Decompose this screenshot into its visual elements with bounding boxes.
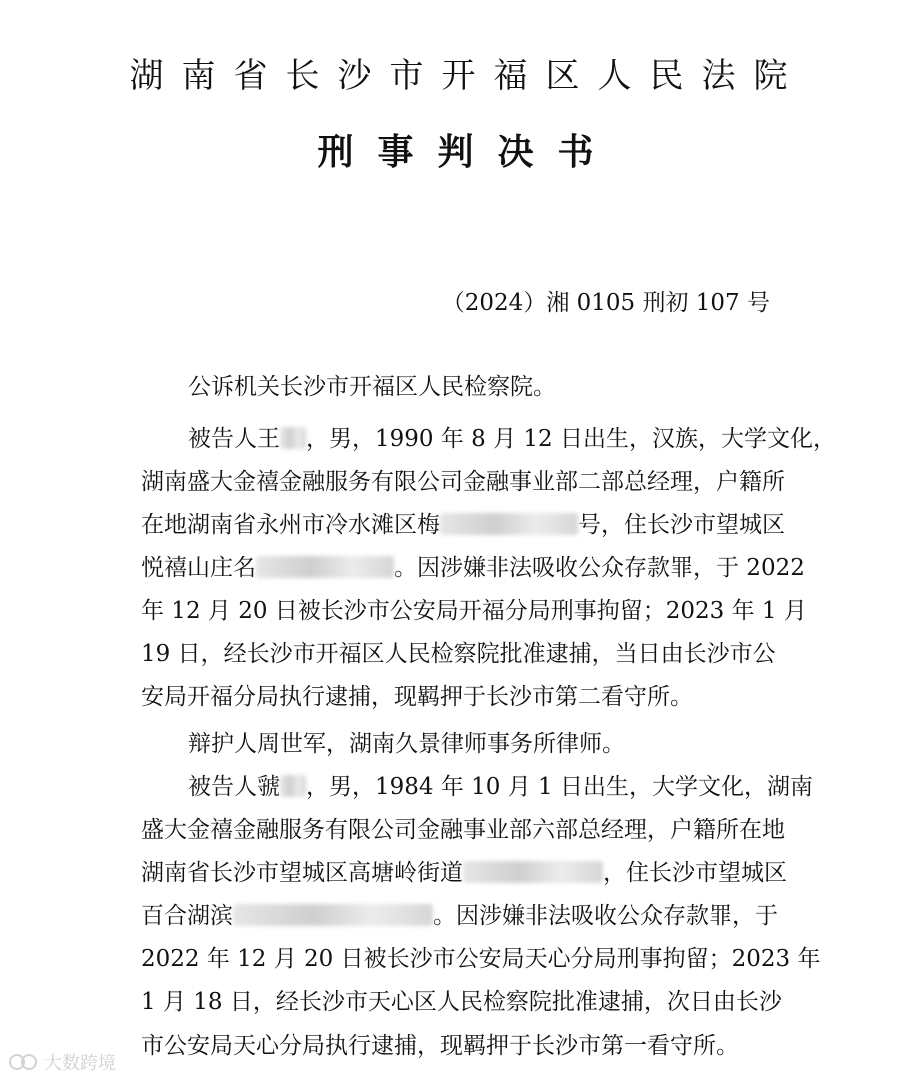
watermark — [8, 1049, 116, 1075]
redacted-text — [463, 861, 603, 883]
brand-logo-icon — [8, 1051, 38, 1073]
body-line: 悦禧山庄名 。因涉嫌非法吸收公众存款罪，于 2022 — [141, 555, 805, 581]
body-line: 公诉机关长沙市开福区人民检察院。 — [188, 374, 556, 400]
body-line: 百合湖滨 。因涉嫌非法吸收公众存款罪，于 — [141, 903, 778, 929]
body-line: 辩护人周世军，湖南久景律师事务所律师。 — [188, 731, 625, 757]
case-number: （2024）湘 0105 刑初 107 号 — [441, 290, 770, 316]
body-line: 被告人虢 ，男，1984 年 10 月 1 日出生，大学文化，湖南 — [188, 774, 813, 800]
redacted-text — [440, 513, 578, 535]
body-line: 湖南盛大金禧金融服务有限公司金融事业部二部总经理，户籍所 — [141, 469, 785, 495]
body-line: 湖南省长沙市望城区高塘岭街道 ，住长沙市望城区 — [141, 860, 787, 886]
body-line: 1 月 18 日，经长沙市天心区人民检察院批准逮捕，次日由长沙 — [141, 989, 782, 1015]
body-line: 盛大金禧金融服务有限公司金融事业部六部总经理，户籍所在地 — [141, 817, 785, 843]
body-line: 2022 年 12 月 20 日被长沙市公安局天心分局刑事拘留；2023 年 — [141, 946, 821, 972]
body-line: 被告人王 ，男，1990 年 8 月 12 日出生，汉族，大学文化， — [188, 426, 836, 452]
redacted-text — [233, 904, 433, 926]
body-line: 安局开福分局执行逮捕，现羁押于长沙市第二看守所。 — [141, 684, 693, 710]
body-line: 市公安局天心分局执行逮捕，现羁押于长沙市第一看守所。 — [141, 1033, 739, 1059]
body-line: 在地湖南省永州市冷水滩区梅 号，住长沙市望城区 — [141, 512, 785, 538]
body-line: 19 日，经长沙市开福区人民检察院批准逮捕，当日由长沙市公 — [141, 641, 776, 667]
redacted-text — [280, 427, 306, 449]
watermark-text: 大数跨境 — [44, 1053, 116, 1074]
redacted-text — [280, 775, 306, 797]
body-line: 年 12 月 20 日被长沙市公安局开福分局刑事拘留；2023 年 1 月 — [141, 598, 807, 624]
court-name: 湖南省长沙市开福区人民法院 — [129, 56, 806, 96]
redacted-text — [256, 556, 394, 578]
document-type: 刑事判决书 — [317, 132, 618, 173]
